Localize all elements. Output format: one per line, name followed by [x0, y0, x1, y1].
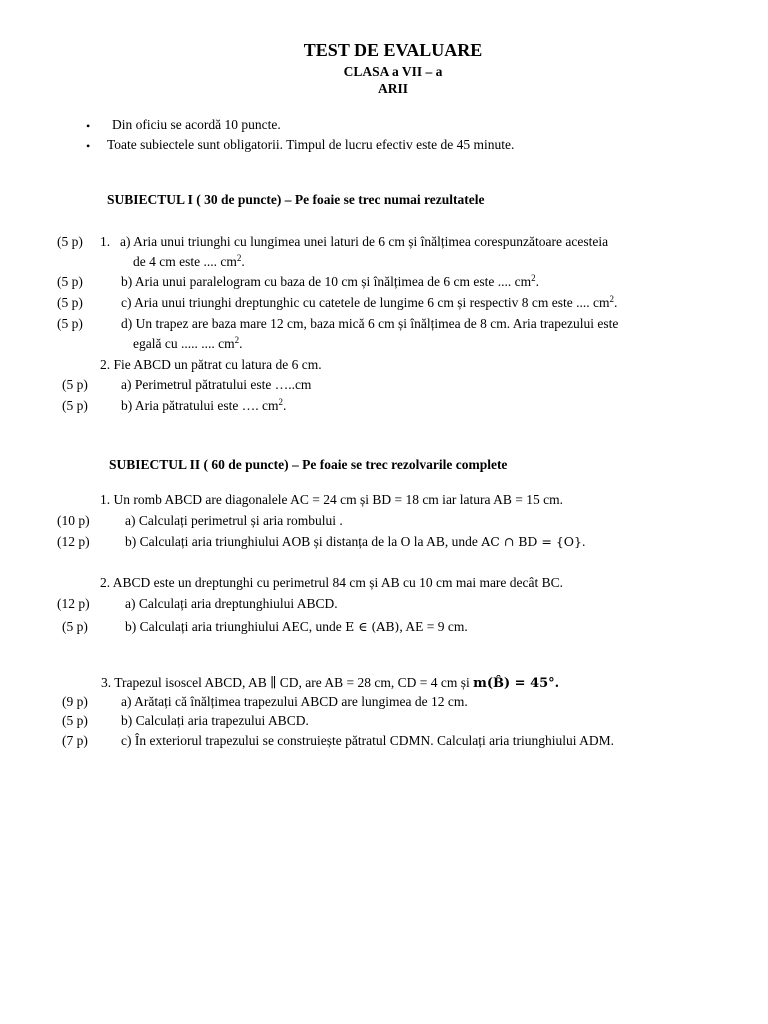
question-2a: a) Calculați aria dreptunghiului ABCD.	[125, 596, 338, 611]
question-3b: b) Calculați aria trapezului ABCD.	[121, 713, 309, 728]
points-label: (5 p)	[57, 274, 83, 289]
math-expression: E ∈ (AB)	[345, 619, 400, 634]
question-3c: c) În exteriorul trapezului se construiește pătratul CDMN. Calculați aria triunghiului ADM.	[121, 733, 614, 748]
question-1d-line2: egală cu ..... .... $cm^2$.	[133, 335, 243, 351]
question-1a-line2: de 4 cm este .... $cm^2$.	[133, 253, 245, 269]
math-expression: AC ∩ BD = {O}	[481, 534, 582, 549]
class-line: CLASA a VII – a	[343, 64, 443, 79]
subject-1-heading: SUBIECTUL I ( 30 de puncte) – Pe foaie se trec numai rezultatele	[107, 192, 485, 207]
points-label: (9 p)	[62, 694, 88, 709]
page-title: TEST DE EVALUARE	[303, 40, 483, 60]
topic-line: ARII	[377, 81, 408, 96]
problem-1-statement: 1. Un romb ABCD are diagonalele AC = 24 cm și BD = 18 cm iar latura AB = 15 cm.	[100, 492, 564, 507]
points-label: (5 p)	[62, 619, 88, 634]
math-expression: m(B̂) = 45°.	[473, 676, 560, 691]
question-2b: b) Calculați aria triunghiului AEC, unde E ∈ (AB), AE = 9 cm.	[125, 619, 468, 634]
problem-number: 1.	[100, 234, 111, 249]
rule-item: Toate subiectele sunt obligatorii. Timpul de lucru efectiv este de 45 minute.	[107, 137, 515, 152]
problem-3-statement: 3. Trapezul isoscel ABCD, AB ∥ CD, are AB = 28 cm, CD = 4 cm și m(B̂) = 45°.	[101, 675, 560, 691]
subject-2-heading: SUBIECTUL II ( 60 de puncte) – Pe foaie se trec rezolvarile complete	[109, 457, 508, 472]
points-label: (5 p)	[62, 377, 88, 392]
question-2a: a) Perimetrul pătratului este …..cm	[121, 377, 312, 392]
question-3a: a) Arătați că înălțimea trapezului ABCD are lungimea de 12 cm.	[121, 694, 468, 709]
problem-2-statement: 2. ABCD este un dreptunghi cu perimetrul 84 cm și AB cu 10 cm mai mare decât BC.	[100, 575, 564, 590]
points-label: (12 p)	[57, 596, 90, 611]
points-label: (5 p)	[57, 234, 83, 249]
bullet-icon: •	[86, 119, 91, 133]
rule-item: Din oficiu se acordă 10 puncte.	[112, 117, 281, 132]
problem-2-statement: 2. Fie ABCD un pătrat cu latura de 6 cm.	[100, 357, 322, 372]
points-label: (7 p)	[62, 733, 88, 748]
question-1a-line1: a) Aria unui triunghi cu lungimea unei laturi de 6 cm și înălțimea corespunzătoare acesteia	[120, 234, 609, 249]
question-1b: b) Aria unui paralelogram cu baza de 10 cm și înălțimea de 6 cm este .... $cm^2$.	[121, 273, 539, 289]
question-1b: b) Calculați aria triunghiului AOB și distanța de la O la AB, unde AC ∩ BD = {O}.	[125, 534, 586, 549]
points-label: (5 p)	[57, 316, 83, 331]
points-label: (10 p)	[57, 513, 90, 528]
bullet-icon: •	[86, 139, 91, 153]
question-1c: c) Aria unui triunghi dreptunghic cu catetele de lungime 6 cm și respectiv 8 cm este .... $cm^2$.	[121, 294, 618, 310]
points-label: (5 p)	[62, 713, 88, 728]
points-label: (12 p)	[57, 534, 90, 549]
question-1d-line1: d) Un trapez are baza mare 12 cm, baza mică 6 cm și înălțimea de 8 cm. Aria trapezului este	[121, 316, 619, 331]
question-1a: a) Calculați perimetrul și aria rombului .	[125, 513, 343, 528]
points-label: (5 p)	[62, 398, 88, 413]
question-2b: b) Aria pătratului este …. $cm^2$.	[121, 397, 287, 413]
points-label: (5 p)	[57, 295, 83, 310]
